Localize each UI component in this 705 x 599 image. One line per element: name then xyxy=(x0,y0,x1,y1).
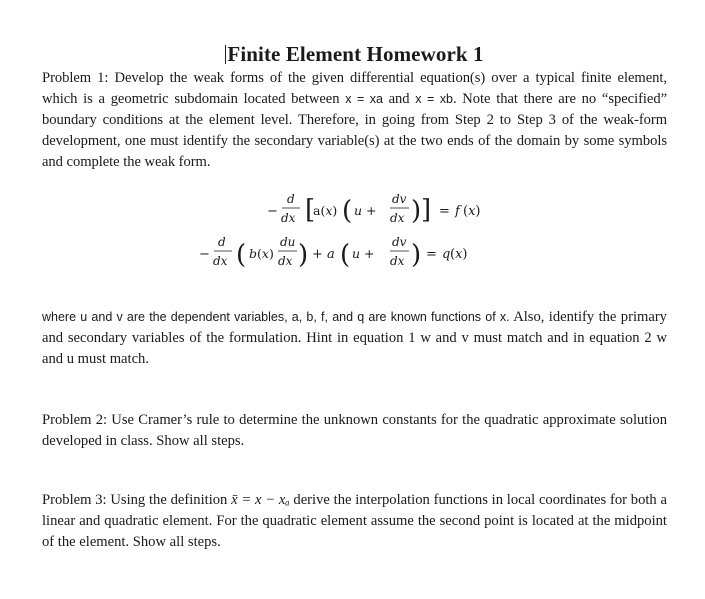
x-equals-xb: x = xb xyxy=(415,92,453,106)
svg-text:dx: dx xyxy=(390,211,405,225)
svg-text:q: q xyxy=(442,247,451,262)
svg-text:]: ] xyxy=(421,195,432,225)
svg-text:(: ( xyxy=(236,240,247,270)
svg-text:−: − xyxy=(267,204,278,219)
variables-paragraph: where u and v are the dependent variables, a, b, f, and q are known functions of x. Also, identify the primary and secondary variables of the formulation. Hint in equation 1 w and v must match and in equation 2 w and u must match. xyxy=(42,309,667,367)
svg-text:dx: dx xyxy=(278,254,293,268)
svg-text:(: ( xyxy=(342,196,353,226)
svg-text:=: = xyxy=(426,247,437,262)
svg-text:dx: dx xyxy=(390,254,405,268)
svg-text:d: d xyxy=(218,235,226,249)
problem-2-paragraph: Problem 2: Use Cramer’s rule to determine the unknown constants for the quadratic approximate solution developed in class. Show all steps. xyxy=(42,412,667,449)
document-title: Finite Element Homework 1 xyxy=(227,42,484,66)
svg-text:): ) xyxy=(411,240,422,270)
svg-text:(: ( xyxy=(340,240,351,270)
svg-text:f: f xyxy=(455,204,460,219)
svg-text:a: a xyxy=(327,247,335,262)
svg-text:): ) xyxy=(298,240,309,270)
svg-text:[: [ xyxy=(305,195,316,225)
where-clause: where u and v are the dependent variables, a, b, f, and q are known functions of x. xyxy=(42,310,510,324)
problem-1-paragraph: Problem 1: Develop the weak forms of the given differential equation(s) over a typical finite element, which is a geometric subdomain located between x = xa and x = xb. Note that there are no “specified” boundary conditions at the element level. Therefore, in going from Step 2 to Step 3 of the weak-form development, one must identify the secondary variable(s) at the two ends of the domain by some symbols and complete the weak form. xyxy=(42,70,667,170)
svg-text:dv: dv xyxy=(392,192,407,206)
svg-text:u +: u + xyxy=(354,203,377,218)
svg-text:(x): (x) xyxy=(450,247,468,262)
problem-3-paragraph: Problem 3: Using the definition x̄ = x − xₐ derive the interpolation functions in local coordinates for both a linear and quadratic element. For the quadratic element assume the second point is located at the midpoint of the element. Show all steps. xyxy=(42,492,667,550)
svg-text:a(x): a(x) xyxy=(313,203,338,218)
local-coordinate-formula: x̄ = x − xₐ xyxy=(231,492,290,508)
svg-text:=: = xyxy=(439,204,450,219)
svg-text:u +: u + xyxy=(352,246,375,261)
svg-text:du: du xyxy=(280,235,296,249)
equations-block xyxy=(42,186,667,296)
svg-text:(x): (x) xyxy=(463,204,481,219)
svg-text:−: − xyxy=(199,247,210,262)
x-equals-xa: x = xa xyxy=(345,92,383,106)
equation-1 xyxy=(267,192,481,226)
svg-text:b(x): b(x) xyxy=(249,246,274,261)
svg-text:): ) xyxy=(411,196,422,226)
svg-text:+: + xyxy=(312,247,323,262)
svg-text:dv: dv xyxy=(392,235,407,249)
svg-text:d: d xyxy=(287,192,295,206)
equation-2 xyxy=(199,235,468,270)
equations-svg xyxy=(42,186,667,296)
svg-text:dx: dx xyxy=(213,254,228,268)
svg-text:dx: dx xyxy=(281,211,296,225)
